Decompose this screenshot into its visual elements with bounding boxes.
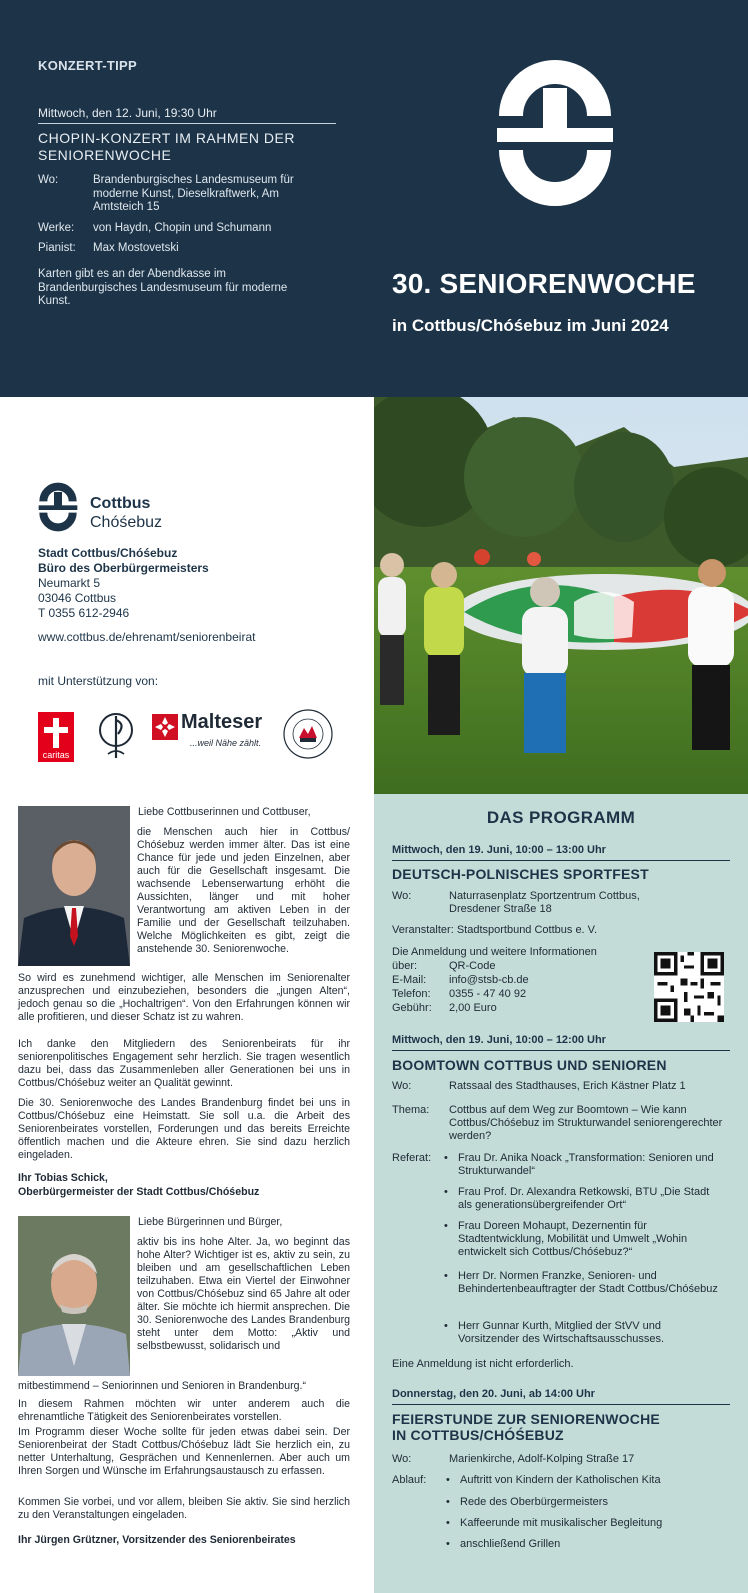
event3-agenda-item: • anschließend Grillen <box>460 1538 720 1551</box>
concert-pianist: Pianist: Max Mostovetski <box>38 242 179 254</box>
letter2-paragraph-2: In diesem Rahmen möchten wir unter anderem auch die ehrenamtliche Tätigkeit des Seniorenbeirates vorstellen. <box>18 1398 350 1423</box>
concert-title: CHOPIN-KONZERT IM RAHMEN DER SENIORENWOCHE <box>38 130 295 163</box>
concert-note: Karten gibt es an der Abendkasse im Brandenburgisches Landesmuseum für moderne Kunst. <box>38 268 288 307</box>
event2-note: Eine Anmeldung ist nicht erforderlich. <box>392 1358 574 1370</box>
malteser-tagline: ...weil Nähe zählt. <box>190 738 262 748</box>
letter2-signature: Ihr Jürgen Grützner, Vorsitzender des Seniorenbeirates <box>18 1534 296 1546</box>
event2-date: Mittwoch, den 19. Juni, 10:00 – 12:00 Uhr <box>392 1034 606 1046</box>
letter2-paragraph-4: Kommen Sie vorbei, und vor allem, bleiben Sie aktiv. Sie sind herzlich zu den Veranstaltungen eingeladen. <box>18 1496 350 1521</box>
event1-registration-intro: Die Anmeldung und weitere Informationen <box>392 946 597 958</box>
divider <box>38 123 336 124</box>
event2-where: Wo: Ratssaal des Stadthauses, Erich Kästner Platz 1 <box>392 1080 686 1092</box>
letter2-paragraph-1: aktiv bis ins hohe Alter. Ja, wo beginnt das hohe Alter? Wichtiger ist es, aktiv zu sein, zu bleiben und am gesellschaftlichen Leben teilzuhaben. Etwa ein Viertel der Einwohner von Cottbus/Chóśebuz sind 65 Jahre alt oder älter. Sie möchte ich hiermit ansprechen. Die 30. Seniorenwoche des Landes Brandenburg steht unter dem Motto: „Aktiv und selbstbewusst, solidarisch und <box>137 1236 350 1352</box>
concert-where: Wo: Brandenburgisches Landesmuseum für moderne Kunst, Dieselkraftwerk, Am Amtsteich 15 <box>38 174 294 213</box>
letter1-paragraph-1: die Menschen auch hier in Cottbus/ Chóśebuz werden immer älter. Das ist eine Chance für jede und jeden Einzelnen, aber auch für die Gesellschaft insgesamt. Die wachsende Lebenserwartung erhöht die Aussichten, länger und mit hoher Verantwortung am aktiven Leben in der Familie und der Gesellschaft teilzuhaben. Welche Möglichkeiten es gibt, zeigt die anstehende 30. Seniorenwoche. <box>137 826 350 955</box>
letter1-paragraph-3: Ich danke den Mitgliedern des Seniorenbeirats für ihr seniorenpolitisches Engagement sehr herzlich. Sie tragen wesentlich dazu bei, dass das Zusammenleben aller Generationen bei uns in Cottbus/Chóśebuz weiter an Qualität gewinnt. <box>18 1038 350 1089</box>
event3-agenda-item: • Kaffeerunde mit musikalischer Begleitung <box>460 1517 720 1530</box>
event3-date: Donnerstag, den 20. Juni, ab 14:00 Uhr <box>392 1388 595 1400</box>
cottbus-logo-icon <box>497 58 613 208</box>
support-label: mit Unterstützung von: <box>38 674 159 688</box>
letter2-greeting: Liebe Bürgerinnen und Bürger, <box>138 1216 283 1228</box>
program-panel <box>374 794 748 1593</box>
stadtsportbund-seal-icon <box>282 708 334 760</box>
event1-phone: Telefon: 0355 - 47 40 92 <box>392 988 527 1000</box>
divider <box>392 860 730 861</box>
event3-agenda-item: • Rede des Oberbürgermeisters <box>460 1496 720 1509</box>
org-department: Büro des Oberbürgermeisters <box>38 561 209 575</box>
event2-talks-label: Referat: <box>392 1152 432 1164</box>
portrait-tobias-schick <box>18 806 130 966</box>
event2-talk: • Frau Dr. Anika Noack „Transformation: Senioren und Strukturwandel“ <box>458 1152 718 1178</box>
concert-label: KONZERT-TIPP <box>38 58 137 73</box>
malteser-wordmark: Malteser <box>181 711 263 733</box>
church-emblem-icon <box>96 710 136 764</box>
event2-topic: Thema: Cottbus auf dem Weg zur Boomtown – Wie kann Cottbus/Chóśebuz im Strukturwandel seniorengerechter werden? <box>392 1104 723 1142</box>
event1-where: Wo: Naturrasenplatz Sportzentrum Cottbus, Dresdener Straße 18 <box>392 890 640 915</box>
event2-talk: • Frau Doreen Mohaupt, Dezernentin für Stadtentwicklung, Mobilität und Umwelt „Wohin entwickelt sich Cottbus/Chóśebuz?“ <box>458 1220 718 1259</box>
address-street: Neumarkt 5 <box>38 576 101 590</box>
event2-title: BOOMTOWN COTTBUS UND SENIOREN <box>392 1057 667 1073</box>
concert-date: Mittwoch, den 12. Juni, 19:30 Uhr <box>38 106 217 120</box>
page-subtitle: in Cottbus/Chóśebuz im Juni 2024 <box>392 316 669 335</box>
address-city: 03046 Cottbus <box>38 591 117 605</box>
cottbus-small-logo-icon <box>38 482 78 532</box>
portrait-juergen-gruetzner <box>18 1216 130 1376</box>
event2-talk: • Frau Prof. Dr. Alexandra Retkowski, BTU „Die Stadt als generationsübergreifender Ort“ <box>458 1186 718 1212</box>
header-banner <box>0 0 748 397</box>
event1-date: Mittwoch, den 19. Juni, 10:00 – 13:00 Uhr <box>392 844 606 856</box>
event3-agenda-item: • Auftritt von Kindern der Katholischen Kita <box>460 1474 720 1487</box>
divider <box>392 1404 730 1405</box>
event3-where: Wo: Marienkirche, Adolf-Kolping Straße 17 <box>392 1453 635 1465</box>
event1-email: E-Mail: info@stsb-cb.de <box>392 974 529 986</box>
letter1-paragraph-2: So wird es zunehmend wichtiger, alle Menschen im Seniorenalter anzusprechen und einzubeziehen, besonders die „jungen Alten“, jedoch genau so die „Hochaltrigen“. Von den Erfahrungen können wir alle profitieren, und dieser Schatz ist zu wahren. <box>18 972 350 1023</box>
caritas-wordmark: caritas <box>42 750 70 760</box>
sportfest-photo <box>374 397 748 794</box>
event1-organizer: Veranstalter: Stadtsportbund Cottbus e. V. <box>392 924 598 936</box>
concert-works: Werke: von Haydn, Chopin und Schumann <box>38 222 272 234</box>
event1-fee: Gebühr: 2,00 Euro <box>392 1002 497 1014</box>
logo-word-chosebuz: Chóśebuz <box>90 514 163 531</box>
event3-title: FEIERSTUNDE ZUR SENIORENWOCHE IN COTTBUS/CHÓŚEBUZ <box>392 1411 660 1443</box>
logo-word-cottbus: Cottbus <box>90 495 151 512</box>
page-title: 30. SENIORENWOCHE <box>392 268 696 299</box>
letter1-signature-title: Oberbürgermeister der Stadt Cottbus/Chóśebuz <box>18 1186 260 1198</box>
event2-talk: • Herr Dr. Normen Franzke, Senioren- und Behindertenbeauftragter der Stadt Cottbus/Chóśebuz <box>458 1270 718 1296</box>
event1-via: über: QR-Code <box>392 960 496 972</box>
org-name: Stadt Cottbus/Chóśebuz <box>38 546 178 560</box>
website-link[interactable]: www.cottbus.de/ehrenamt/seniorenbeirat <box>38 630 256 644</box>
malteser-cross-icon <box>152 714 178 740</box>
letter2-paragraph-1-end: mitbestimmend – Seniorinnen und Senioren in Brandenburg.“ <box>18 1380 306 1392</box>
letter1-paragraph-4: Die 30. Seniorenwoche des Landes Brandenburg findet bei uns in Cottbus/Chóśebuz eine Heimstatt. Sie soll u.a. die Arbeit des Seniorenbeirates vorstellen, Forderungen und das bereits Erreichte öffentlich machen und die Akteure ehren. Sie sind dazu herzlich eingeladen. <box>18 1097 350 1161</box>
qr-code-icon[interactable] <box>654 952 724 1022</box>
divider <box>392 1050 730 1051</box>
event1-title: DEUTSCH-POLNISCHES SPORTFEST <box>392 866 649 882</box>
program-title: DAS PROGRAMM <box>486 808 636 827</box>
letter1-signature-name: Ihr Tobias Schick, <box>18 1172 108 1184</box>
event3-agenda-label: Ablauf: <box>392 1474 427 1486</box>
letter1-greeting: Liebe Cottbuserinnen und Cottbuser, <box>138 806 311 818</box>
phone-number: T 0355 612-2946 <box>38 606 130 620</box>
event2-talk: • Herr Gunnar Kurth, Mitglied der StVV und Vorsitzender des Wirtschaftsausschusses. <box>458 1320 718 1346</box>
caritas-logo <box>38 712 74 762</box>
letter2-paragraph-3: Im Programm dieser Woche sollte für jeden etwas dabei sein. Der Seniorenbeirat der Stadt Cottbus/Chóśebuz lädt Sie herzlich ein, zu netter Unterhaltung, Gesprächen und Kennenlernen. Aber auch um Ihren Sorgen und Wünsche im Erfahrungsaustausch zu erfassen. <box>18 1426 350 1477</box>
